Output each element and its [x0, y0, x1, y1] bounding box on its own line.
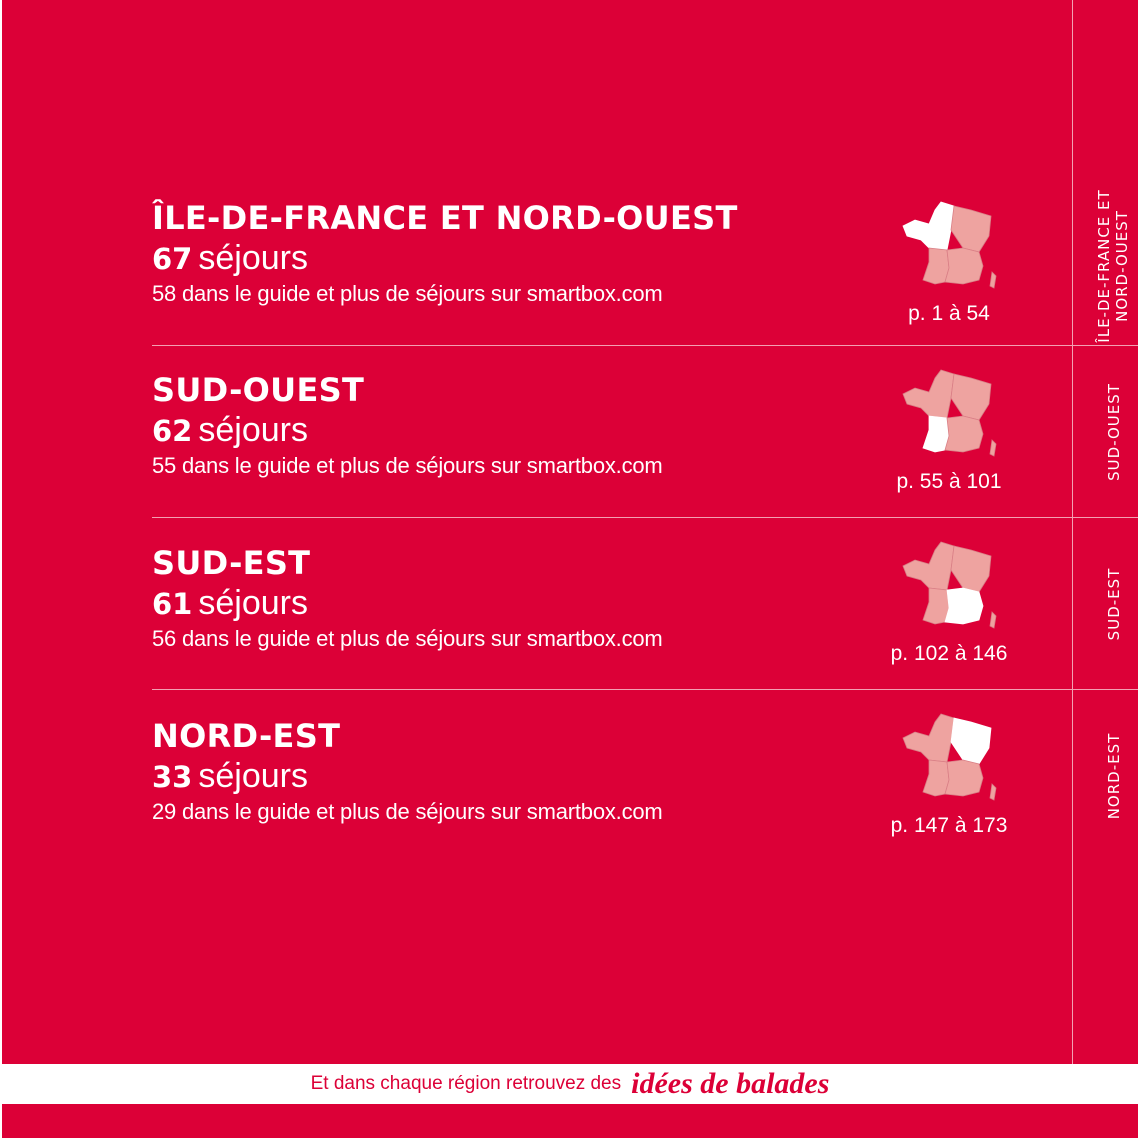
france-map-icon — [899, 368, 999, 463]
region-detail: 58 dans le guide et plus de séjours sur smartbox.com — [152, 281, 663, 306]
sejours-count: 33 séjours — [152, 757, 308, 795]
region-map-2 — [889, 368, 1009, 495]
tab-separator — [1072, 0, 1073, 1064]
region-nord-est — [152, 716, 712, 827]
section-divider — [152, 517, 1138, 518]
sejours-count: 62 séjours — [152, 411, 308, 449]
region-map-1 — [889, 200, 1009, 327]
region-detail: 56 dans le guide et plus de séjours sur smartbox.com — [152, 626, 663, 651]
region-ile-de-france-nord-ouest — [152, 198, 738, 309]
region-title: SUD-EST — [152, 544, 311, 582]
region-map-3 — [889, 540, 1009, 667]
france-map-icon — [899, 540, 999, 635]
footer-emphasis: idées de balades — [631, 1067, 830, 1100]
section-divider — [152, 345, 1138, 346]
region-detail: 29 dans le guide et plus de séjours sur smartbox.com — [152, 799, 663, 824]
sejours-count: 67 séjours — [152, 239, 308, 277]
page-range: p. 147 à 173 — [890, 814, 1008, 837]
footer-band — [2, 1064, 1138, 1104]
region-title: NORD-EST — [152, 717, 341, 755]
region-sud-est — [152, 543, 712, 654]
page-background — [2, 0, 1138, 1138]
tab-sud-ouest[interactable]: SUD-OUEST — [1105, 383, 1123, 481]
tab-ile-de-france-nord-ouest[interactable]: ÎLE-DE-FRANCE ET NORD-OUEST — [1095, 189, 1131, 343]
tab-sud-est[interactable]: SUD-EST — [1105, 567, 1123, 641]
footer-text: Et dans chaque région retrouvez des — [310, 1073, 622, 1094]
region-title: ÎLE-DE-FRANCE ET NORD-OUEST — [152, 199, 738, 237]
tab-nord-est[interactable]: NORD-EST — [1105, 732, 1123, 820]
region-detail: 55 dans le guide et plus de séjours sur smartbox.com — [152, 453, 663, 478]
region-title: SUD-OUEST — [152, 371, 365, 409]
france-map-icon — [899, 712, 999, 807]
france-map-icon — [899, 200, 999, 295]
sejours-count: 61 séjours — [152, 584, 308, 622]
page-range: p. 1 à 54 — [908, 302, 990, 325]
section-divider — [152, 689, 1138, 690]
page-range: p. 55 à 101 — [896, 470, 1002, 493]
page-range: p. 102 à 146 — [890, 642, 1008, 665]
region-map-4 — [889, 712, 1009, 839]
region-sud-ouest — [152, 370, 712, 481]
